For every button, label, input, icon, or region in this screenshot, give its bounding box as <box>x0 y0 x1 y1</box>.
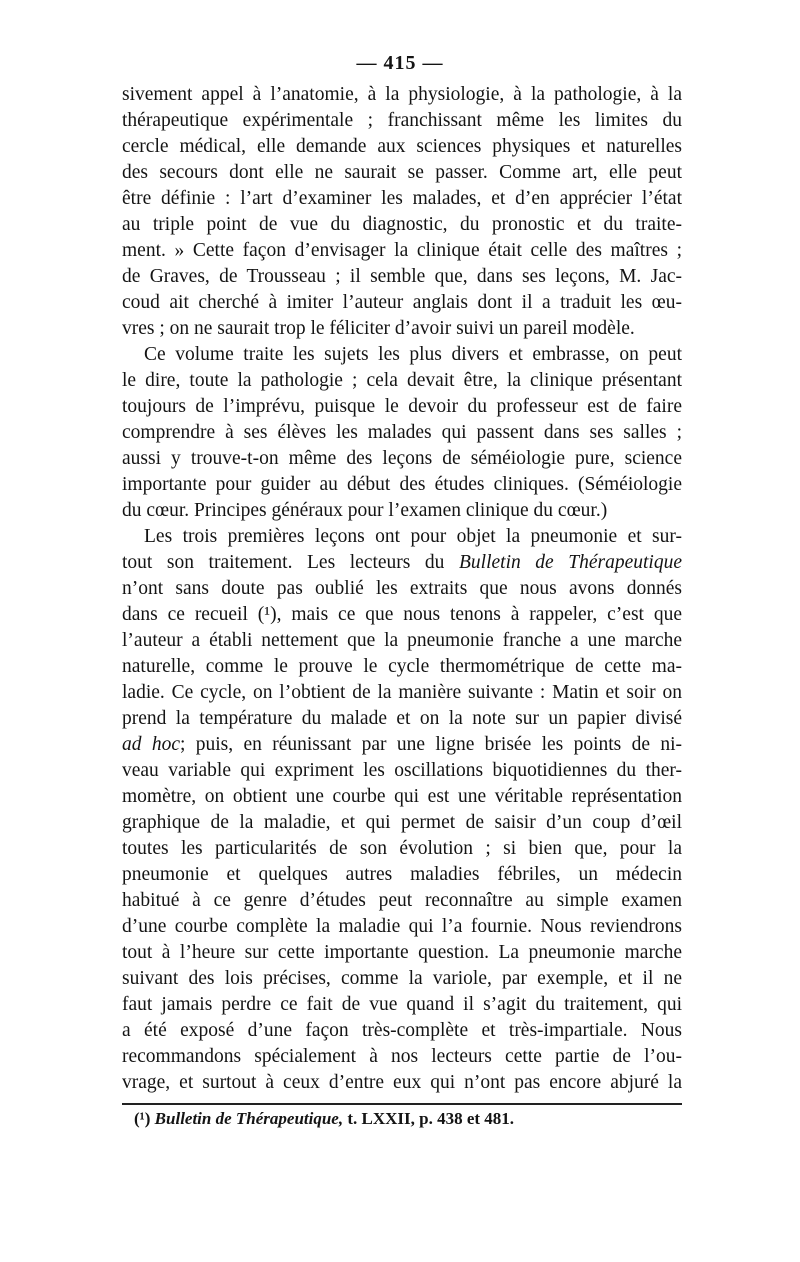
text-line: Les trois premières leçons ont pour objet la pneumonie et sur- <box>144 526 682 547</box>
text-line: au triple point de vue du diagnostic, du pronostic et du traite- <box>122 214 682 235</box>
footnote-reference: t. LXXII, p. 438 et 481. <box>343 1109 515 1128</box>
text-line: faut jamais perdre ce fait de vue quand il s’agit du traitement, qui <box>122 994 682 1015</box>
body-text <box>122 82 682 1096</box>
text-line: des secours dont elle ne saurait se passer. Comme art, elle peut <box>122 162 682 183</box>
text-line: toujours de l’imprévu, puisque le devoir du professeur est de faire <box>122 396 682 417</box>
text-line: ment. » Cette façon d’envisager la clinique était celle des maîtres ; <box>122 240 682 261</box>
text-line-with-italic <box>122 550 682 576</box>
text-line: vrage, et surtout à ceux d’entre eux qui n’ont pas encore abjuré la <box>122 1072 682 1093</box>
text-line: suivant des lois précises, comme la variole, par exemple, et il ne <box>122 968 682 989</box>
text-line: vres ; on ne saurait trop le féliciter d’avoir suivi un pareil modèle. <box>122 318 635 339</box>
text-line: a été exposé d’une façon très-complète et très-impartiale. Nous <box>122 1020 682 1041</box>
text-line: de Graves, de Trousseau ; il semble que, dans ses leçons, M. Jac- <box>122 266 682 287</box>
text-line: prend la température du malade et on la note sur un papier divisé <box>122 708 682 729</box>
text-segment: ; puis, en réunissant par une ligne brisée les points de ni- <box>180 734 682 755</box>
text-line: coud ait cherché à imiter l’auteur anglais dont il a traduit les œu- <box>122 292 682 313</box>
text-line: Ce volume traite les sujets les plus divers et embrasse, on peut <box>144 344 682 365</box>
text-line: ladie. Ce cycle, on l’obtient de la manière suivante : Matin et soir on <box>122 682 682 703</box>
text-line: thérapeutique expérimentale ; franchissant même les limites du <box>122 110 682 131</box>
text-line: sivement appel à l’anatomie, à la physiologie, à la pathologie, à la <box>122 84 682 105</box>
text-line: importante pour guider au début des études cliniques. (Séméiologie <box>122 474 682 495</box>
text-line: n’ont sans doute pas oublié les extraits que nous avons donnés <box>122 578 682 599</box>
text-line: tout à l’heure sur cette importante question. La pneumonie marche <box>122 942 682 963</box>
text-segment: tout son traitement. Les lecteurs du <box>122 552 445 573</box>
text-line: pneumonie et quelques autres maladies fébriles, un médecin <box>122 864 682 885</box>
text-line: naturelle, comme le prouve le cycle thermométrique de cette ma- <box>122 656 682 677</box>
footnote-marker: (¹) <box>134 1109 151 1128</box>
text-line: l’auteur a établi nettement que la pneumonie franche a une marche <box>122 630 682 651</box>
text-line: momètre, on obtient une courbe qui est une véritable représentation <box>122 786 682 807</box>
text-line: veau variable qui expriment les oscillations biquotidiennes du ther- <box>122 760 682 781</box>
page-number: — 415 — <box>356 52 444 74</box>
text-line: comprendre à ses élèves les malades qui passent dans ses salles ; <box>122 422 682 443</box>
text-line: aussi y trouve-t-on même des leçons de séméiologie pure, science <box>122 448 682 469</box>
footnote-divider <box>122 1103 682 1105</box>
text-line: cercle médical, elle demande aux sciences physiques et naturelles <box>122 136 682 157</box>
text-line: le dire, toute la pathologie ; cela devait être, la clinique présentant <box>122 370 682 391</box>
text-line-with-italic <box>122 732 682 758</box>
footnote-journal-title: Bulletin de Thérapeutique, <box>154 1109 344 1128</box>
italic-ad-hoc: ad hoc <box>122 734 180 755</box>
italic-journal-title: Bulletin de Thérapeutique <box>459 552 682 573</box>
footnote <box>134 1106 682 1132</box>
text-line: être définie : l’art d’examiner les malades, et d’en apprécier l’état <box>122 188 682 209</box>
text-line: toutes les particularités de son évolution ; si bien que, pour la <box>122 838 682 859</box>
text-line: graphique de la maladie, et qui permet de saisir d’un coup d’œil <box>122 812 682 833</box>
text-line: dans ce recueil (¹), mais ce que nous tenons à rappeler, c’est que <box>122 604 682 625</box>
text-line: habitué à ce genre d’études peut reconnaître au simple examen <box>122 890 682 911</box>
text-line: recommandons spécialement à nos lecteurs cette partie de l’ou- <box>122 1046 682 1067</box>
text-line: d’une courbe complète la maladie qui l’a fournie. Nous reviendrons <box>122 916 682 937</box>
text-line: du cœur. Principes généraux pour l’examen clinique du cœur.) <box>122 500 608 521</box>
